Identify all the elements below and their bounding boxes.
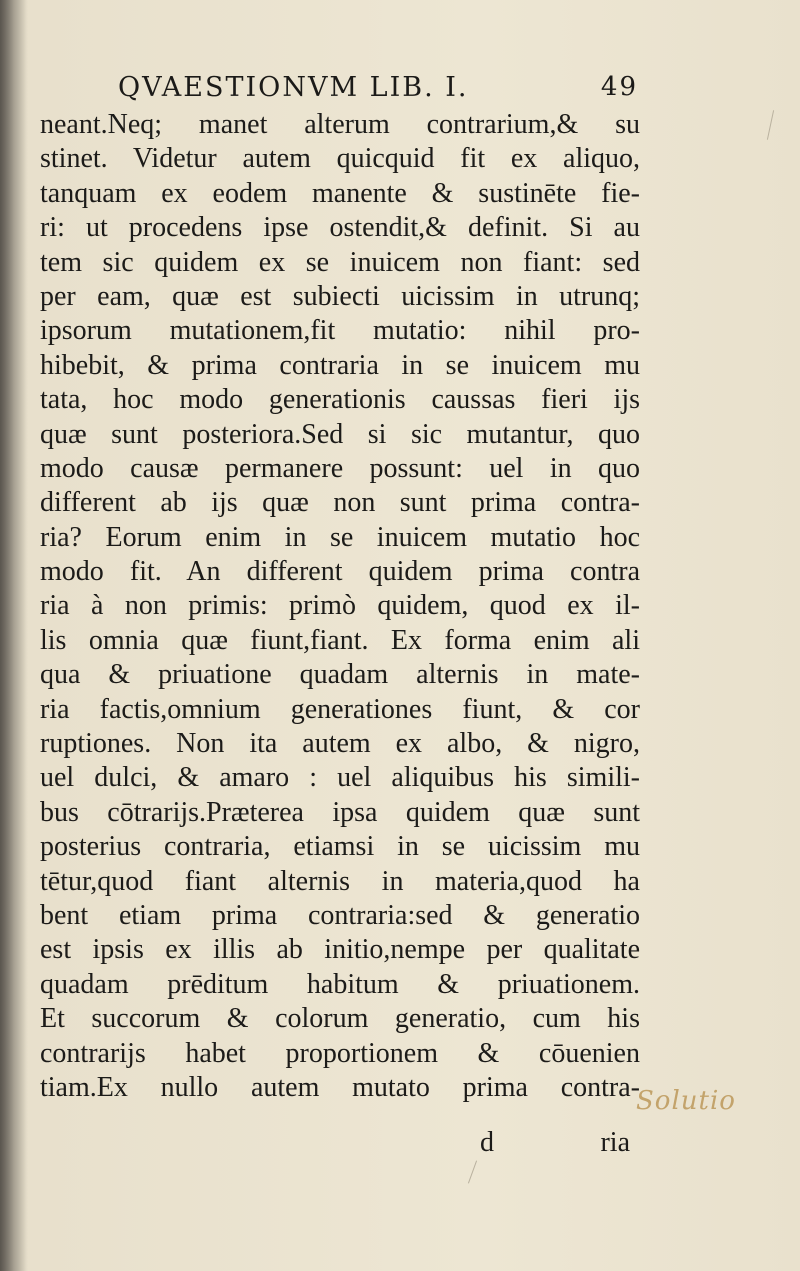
- text-line: per eam, quæ est subiecti uicissim in utrunq;: [40, 280, 640, 312]
- paper-crease: [468, 1161, 477, 1184]
- text-line: bent etiam prima contraria:sed & generatio: [40, 899, 640, 931]
- text-line: tiam.Ex nullo autem mutato prima contra-: [40, 1071, 640, 1103]
- text-line: different ab ijs quæ non sunt prima contra-: [40, 487, 640, 519]
- signature-line: [40, 1127, 630, 1161]
- text-line: ria à non primis: primò quidem, quod ex il-: [40, 590, 640, 622]
- text-line: ri: ut procedens ipse ostendit,& definit. Si au: [40, 212, 640, 244]
- text-line: uel dulci, & amaro : uel aliquibus his simili-: [40, 762, 640, 794]
- text-line: modo fit. An different quidem prima contra: [40, 556, 640, 588]
- signature-mark: d: [480, 1127, 494, 1158]
- text-line: hibebit, & prima contraria in se inuicem mu: [40, 349, 640, 381]
- running-head: [118, 72, 638, 108]
- text-line: bus cōtrarijs.Præterea ipsa quidem quæ sunt: [40, 796, 640, 828]
- text-line: ria factis,omnium generationes fiunt, & cor: [40, 693, 640, 725]
- running-head-title: QVAESTIONVM LIB. I.: [118, 72, 469, 103]
- text-line: tētur,quod fiant alternis in materia,quod ha: [40, 865, 640, 897]
- catchword: ria: [600, 1127, 630, 1158]
- text-line: ruptiones. Non ita autem ex albo, & nigro,: [40, 728, 640, 760]
- text-block: [40, 108, 640, 1105]
- text-line: est ipsis ex illis ab initio,nempe per qualitate: [40, 934, 640, 966]
- text-line: quæ sunt posteriora.Sed si sic mutantur, quo: [40, 418, 640, 450]
- text-line: qua & priuatione quadam alternis in mate-: [40, 659, 640, 691]
- page-number: 49: [600, 72, 638, 102]
- text-line: neant.Neq; manet alterum contrarium,& su: [40, 109, 640, 140]
- paper-crease: [767, 110, 774, 140]
- text-line: modo causæ permanere possunt: uel in quo: [40, 452, 640, 484]
- text-line: contrarijs habet proportionem & cōuenien: [40, 1037, 640, 1069]
- text-line: ipsorum mutationem,fit mutatio: nihil pro-: [40, 315, 640, 347]
- text-line: tata, hoc modo generationis caussas fieri ijs: [40, 384, 640, 416]
- text-line: Et succorum & colorum generatio, cum his: [40, 1003, 640, 1035]
- spine-shadow: [0, 0, 28, 1271]
- text-line: ria? Eorum enim in se inuicem mutatio hoc: [40, 521, 640, 553]
- text-line: lis omnia quæ fiunt,fiant. Ex forma enim ali: [40, 624, 640, 656]
- margin-annotation: Solutio: [636, 1086, 736, 1116]
- text-line: quadam prēditum habitum & priuationem.: [40, 968, 640, 1000]
- text-line: posterius contraria, etiamsi in se uicissim mu: [40, 831, 640, 863]
- text-line: tem sic quidem ex se inuicem non fiant: sed: [40, 246, 640, 278]
- text-line: stinet. Videtur autem quicquid fit ex aliquo,: [40, 143, 640, 175]
- text-line: tanquam ex eodem manente & sustinēte fie-: [40, 177, 640, 209]
